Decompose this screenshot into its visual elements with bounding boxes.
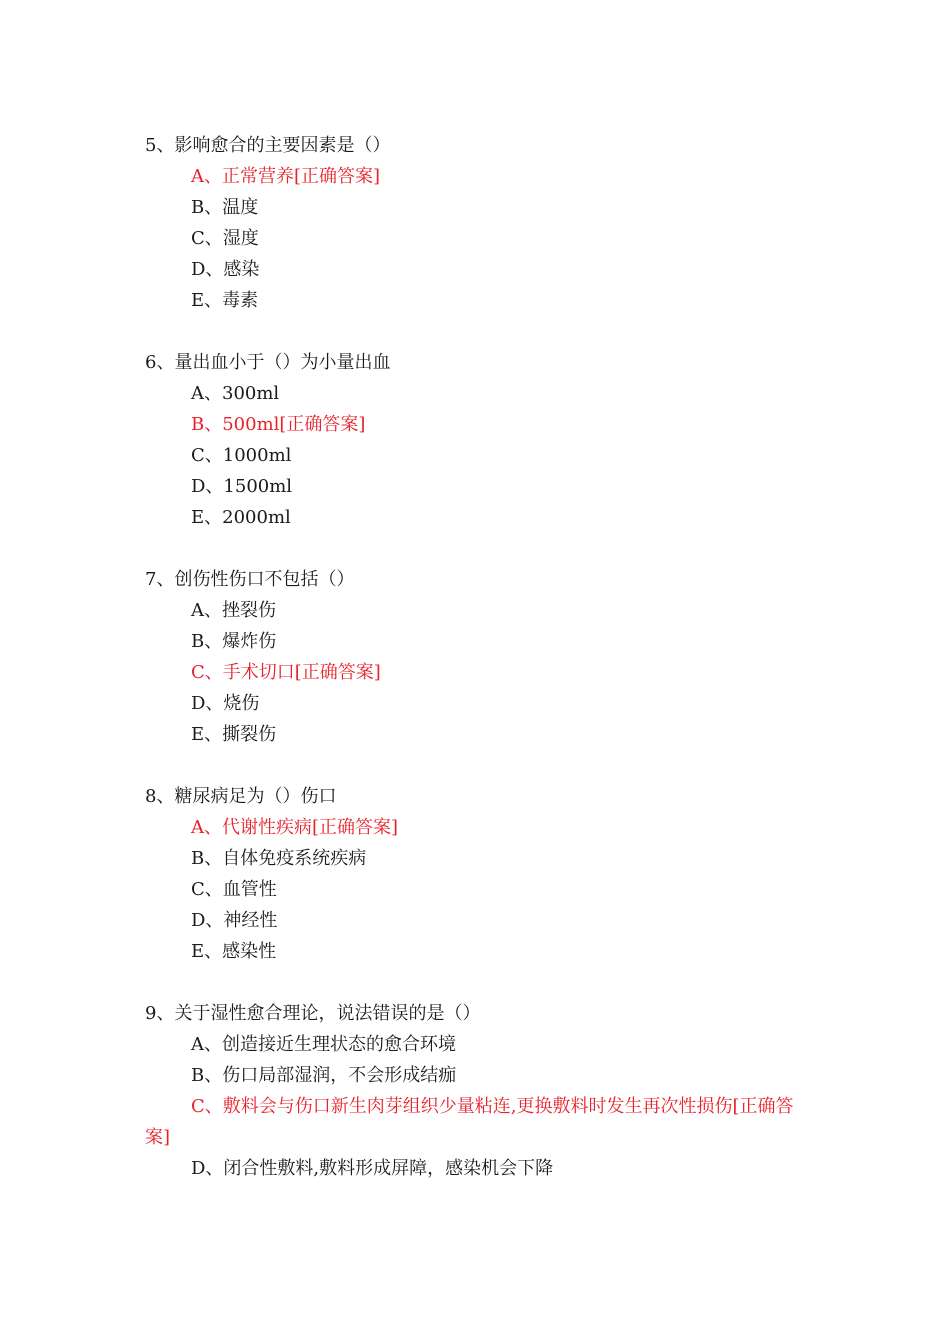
option-a: A、挫裂伤 (191, 600, 276, 621)
option-c-correct: C、手术切口[正确答案] (191, 662, 381, 683)
option-b: B、自体免疫系统疾病 (191, 848, 367, 869)
option-b: B、温度 (191, 197, 259, 218)
option-e: E、毒素 (191, 290, 259, 311)
option-e: E、撕裂伤 (191, 724, 277, 745)
question-title: 8、糖尿病足为（）伤口 (145, 786, 337, 807)
option-d: D、神经性 (191, 910, 278, 931)
option-c: C、1000ml (191, 445, 292, 466)
question-title: 6、量出血小于（）为小量出血 (145, 352, 391, 373)
option-a: A、创造接近生理状态的愈合环境 (191, 1034, 456, 1055)
option-d: D、1500ml (191, 476, 293, 497)
question-8 (0, 781, 950, 967)
option-b: B、爆炸伤 (191, 631, 277, 652)
option-c: C、湿度 (191, 228, 259, 249)
question-7 (0, 564, 950, 750)
option-d: D、闭合性敷料,敷料形成屏障，感染机会下降 (191, 1158, 554, 1179)
option-e: E、2000ml (191, 507, 291, 528)
option-c: C、血管性 (191, 879, 277, 900)
option-c-correct: C、敷料会与伤口新生肉芽组织少量粘连,更换敷料时发生再次性损伤[正确答案] (145, 1096, 794, 1148)
option-a-correct: A、代谢性疾病[正确答案] (191, 817, 399, 838)
question-title: 5、影响愈合的主要因素是（） (145, 135, 391, 156)
option-a: A、300ml (191, 383, 280, 404)
question-title: 7、创伤性伤口不包括（） (145, 569, 355, 590)
question-title: 9、关于湿性愈合理论，说法错误的是（） (145, 1003, 481, 1024)
option-b-correct: B、500ml[正确答案] (191, 414, 366, 435)
option-e: E、感染性 (191, 941, 277, 962)
option-d: D、感染 (191, 259, 260, 280)
option-d: D、烧伤 (191, 693, 260, 714)
question-5 (0, 130, 950, 316)
option-a-correct: A、正常营养[正确答案] (191, 166, 381, 187)
option-b: B、伤口局部湿润，不会形成结痂 (191, 1065, 457, 1086)
question-9 (0, 998, 950, 1184)
question-6 (0, 347, 950, 533)
